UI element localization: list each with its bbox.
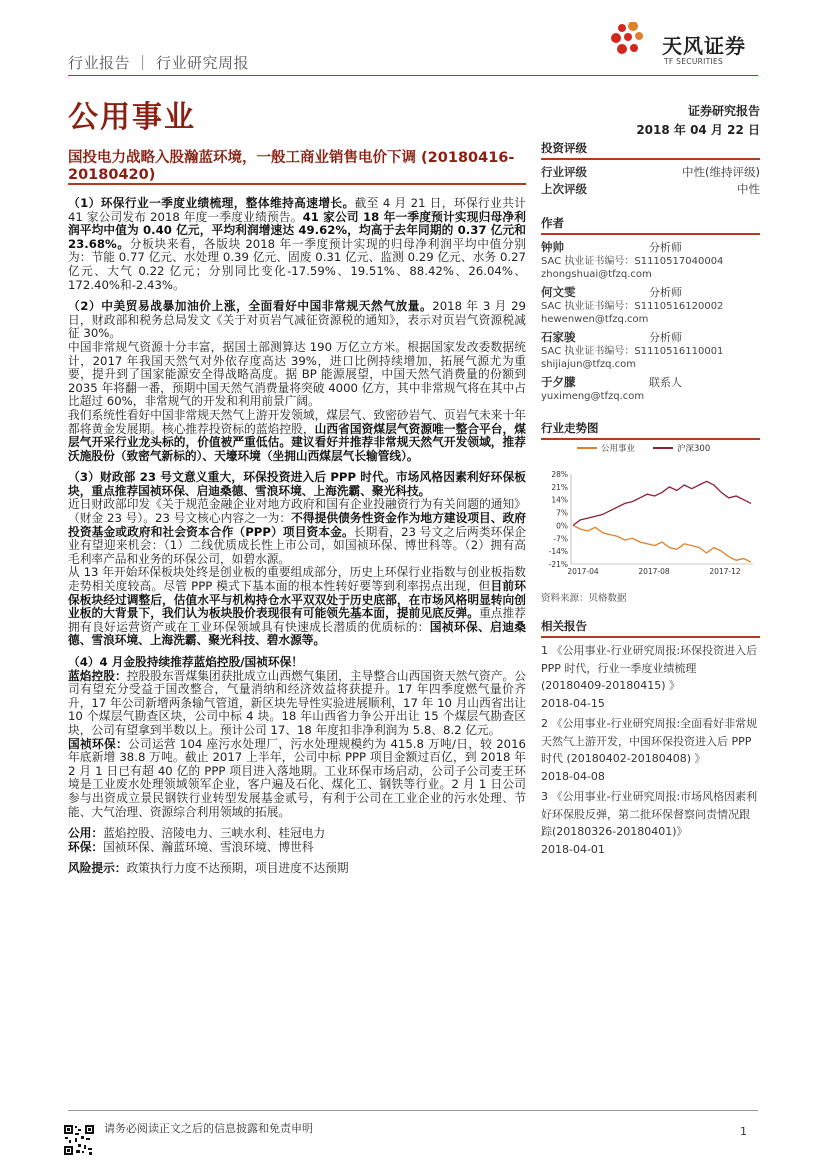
- logo-dot: [630, 44, 638, 52]
- p4-lanyan-label: 蓝焰控股：: [68, 668, 127, 683]
- sector-title: 公用事业: [68, 100, 196, 135]
- report-type: 证券研究报告: [687, 104, 760, 118]
- x-tick-label: 2017-04: [567, 567, 599, 576]
- author-name: 何文雯: [541, 285, 576, 299]
- author-role: 联系人: [649, 376, 682, 389]
- p2-text: 2018 年 3 月 29 日，财政部和税务总局发文《关于对页岩气减征资源税的通知》，表示对页岩气资源税减征 30%。: [68, 299, 526, 341]
- author-role: 分析师: [649, 331, 682, 344]
- legend-label: 公用事业: [601, 444, 636, 454]
- paragraph-3b: [68, 498, 526, 566]
- author-name: 于夕朦: [541, 375, 576, 389]
- related-rule: [541, 636, 760, 638]
- y-tick-label: 7%: [556, 508, 568, 518]
- p3-highlight: 不得提供债务性资金作为地方建设项目、政府投资基金或政府和社会资本合作（PPP）项目资本金。: [68, 511, 526, 539]
- picks-environment-label: 环保：: [68, 839, 104, 854]
- logo-dot: [611, 33, 621, 43]
- paragraph-3c: [68, 566, 526, 648]
- x-tick-label: 2017-12: [709, 567, 741, 576]
- series-line-沪深300: [573, 481, 751, 525]
- logo-dot: [635, 32, 643, 40]
- rating-title: 投资评级: [541, 141, 587, 155]
- rating-value: 中性: [737, 182, 760, 196]
- series-line-公用事业: [573, 525, 751, 562]
- related-section: [541, 618, 760, 858]
- rating-rule: [541, 158, 760, 160]
- y-tick-label: -14%: [548, 547, 568, 557]
- y-tick-label: 14%: [551, 495, 568, 505]
- risk-text: 政策执行力度不达预期，项目进度不达预期: [126, 861, 349, 876]
- title-divider: [68, 183, 526, 185]
- p2-text-3: 我们系统性看好中国非常规天然气上游开发领域，煤层气、致密砂岩气、页岩气未来十年都将黄金发展期。核心推荐投资标的蓝焰控股，: [68, 407, 526, 436]
- p4-guozhen-label: 国祯环保：: [68, 736, 129, 751]
- author-sac: SAC 执业证书编号：S1110516120002: [541, 301, 724, 312]
- p1-text-2: 分板块来看，各版块 2018 年一季度预计实现的归母净利润平均中值分别为：节能 0.77 亿元、水处理 0.39 亿元、固废 0.31 亿元、监测 0.29 亿元、水务 0.27 亿元、大气 0.22 亿元；分别同比变化-17.59%、19.51%、88.42%、26.04%、172.40%和-2.43%。: [68, 236, 526, 292]
- author-entry: [541, 374, 760, 403]
- rating-row: [541, 164, 760, 181]
- related-item-title[interactable]: 3 《公用事业-行业研究周报:市场风格因素利好环保股反弹，第二批环保督察问责情况跟踪(20180326-20180401)》: [541, 790, 758, 838]
- paragraph-4b: [68, 738, 526, 820]
- p1-highlight: 41 家公司 18 年一季度预计实现归母净利润平均中值为 0.40 亿元，平均利润增速达 49.62%，均高于去年同期的 0.37 亿元和 23.68%。: [68, 209, 526, 251]
- trend-title: 行业走势图: [541, 421, 599, 435]
- p1-heading: （1）环保行业一季度业绩梳理，整体维持高速增长。: [68, 196, 355, 210]
- p3-text-3: 从 13 年开始环保板块处终是创业板的重要组成部分，历史上环保行业指数与创业板指数走势相关度较高。尽管 PPP 模式下基本面的根本性转好要等到利率拐点出现，但: [68, 565, 526, 594]
- author-entry: [541, 329, 760, 371]
- header-divider: [68, 75, 758, 76]
- related-item[interactable]: [541, 788, 760, 858]
- paragraph-2: [68, 300, 526, 341]
- author-email[interactable]: yuximeng@tfzq.com: [541, 391, 645, 402]
- logo-dot: [617, 44, 627, 54]
- p3-text: 近日财政部印发《关于规范金融企业对地方政府和国有企业投融资行为有关问题的通知》（财金 23 号）。23 号文核心内容之一为：: [68, 497, 526, 526]
- report-title: 国投电力战略入股瀚蓝环境，一般工商业销售电价下调 (20180416-20180420): [68, 150, 515, 183]
- rating-key: 行业评级: [541, 165, 587, 179]
- paragraph-2b: [68, 341, 526, 409]
- report-category: 行业报告 ｜ 行业研究周报: [68, 54, 250, 72]
- rating-value: 中性(维持评级): [682, 165, 760, 179]
- y-tick-label: 21%: [551, 482, 568, 492]
- p1-text: 截至 4 月 21 日，环保行业共计 41 家公司发布 2018 年度一季度业绩预告。: [68, 196, 526, 224]
- related-item[interactable]: [541, 715, 760, 785]
- picks-environment: [68, 841, 526, 855]
- logo-english: TF SECURITIES: [664, 57, 724, 66]
- related-item-date: 2018-04-01: [541, 842, 605, 856]
- related-item[interactable]: [541, 642, 760, 712]
- author-name: 石家骏: [541, 330, 576, 344]
- author-email[interactable]: zhongshuai@tfzq.com: [541, 269, 652, 280]
- p3-text-2: 长期看，23 号文之后两类环保企业有望迎来机会：（1）二线优质成长性上市公司，如国祯环保、博世科等。（2）拥有高毛利率产品和业务的环保公司，如碧水源。: [68, 524, 526, 566]
- footer-divider: [68, 1110, 758, 1111]
- risk-warning: [68, 862, 526, 876]
- p3-highlight-3: 国祯环保、启迪桑德、雪浪环境、上海洗霸、聚光科技、碧水源等。: [68, 619, 526, 648]
- logo-name: 天风证券: [662, 34, 746, 58]
- related-item-title[interactable]: 1 《公用事业-行业研究周报:环保投资进入后 PPP 时代，行业一季度业绩梳理(20180409-20180415) 》: [541, 644, 758, 692]
- authors-section: [541, 215, 760, 406]
- rating-section: [541, 140, 760, 198]
- author-email[interactable]: shijiajun@tfzq.com: [541, 359, 637, 370]
- paragraph-4: [68, 656, 526, 670]
- p3-highlight-2: 目前环保板块经过调整后，估值水平与机构持仓水平双双处于历史底部，在市场风格明显转向创业板的大背景下，我们认为板块股价表现很有可能领先基本面，提前见底反弹。: [68, 579, 526, 621]
- related-item-date: 2018-04-08: [541, 769, 605, 783]
- y-tick-label: 28%: [551, 470, 568, 479]
- trend-chart: [541, 436, 760, 586]
- p2-heading: （2）中美贸易战暴加油价上涨，全面看好中国非常规天然气放量。: [68, 299, 433, 314]
- p4-heading: （4）4 月金股持续推荐蓝焰控股/国祯环保！: [68, 655, 303, 669]
- related-item-title[interactable]: 2 《公用事业-行业研究周报:全面看好非常规天然气上游开发，中国环保投资进入后 PPP 时代 (20180402-20180408) 》: [541, 717, 758, 765]
- picks-utilities-text: 蓝焰控股、涪陵电力、三峡水利、桂冠电力: [103, 826, 326, 841]
- x-tick-label: 2017-08: [638, 567, 670, 576]
- p2-highlight: 山西省国资煤层气资源唯一整合平台，煤层气开采行业龙头标的，价值被严重低估。建议看好并推荐非常规天然气开发领域，推荐沃施股份（致密气新标的）、天壕环境（坐拥山西煤层气长输管线）。: [68, 421, 526, 463]
- p4-lanyan-text: 控股股东晋煤集团获批成立山西燃气集团，主导整合山西国资天然气资产。公司有望充分受益于国改整合，气量消纳和经济效益将获提升。17 年四季度燃气量价齐升，17 年公司新增两条输气管道，新区块先导性实验进展顺利，17 年 10 月山西省出让 10 个煤层气勘查区块，公司中标 4 块。18 年山西省力争公开出让 15 个煤层气勘查区块，公司有望拿到半数以上。预计公司 17、18 年度扣非净利润为 5.8、8.2 亿元。: [68, 668, 526, 737]
- paragraph-3: [68, 471, 526, 498]
- rating-row: [541, 181, 760, 198]
- p3-text-4: 重点推荐拥有良好运营资产或在工业环保领域具有快速成长潜质的优质标的：: [68, 606, 526, 634]
- logo-dot: [618, 24, 626, 32]
- footer-disclaimer[interactable]: 请务必阅读正文之后的信息披露和免责申明: [104, 1122, 313, 1135]
- related-title: 相关报告: [541, 619, 587, 633]
- report-date: 2018 年 04 月 22 日: [636, 123, 760, 137]
- author-name: 钟帅: [541, 240, 564, 254]
- picks-environment-text: 国祯环保、瀚蓝环境、雪浪环境、博世科: [103, 839, 314, 854]
- authors-title: 作者: [541, 216, 564, 230]
- paragraph-4a: [68, 670, 526, 738]
- y-tick-label: 0%: [556, 521, 568, 531]
- p2-text-2: 中国非常规气资源十分丰富，据国土部测算达 190 万亿立方米。根据国家发改委数据统计，2017 年我国天然气对外依存度高达 39%，进口比例持续增加，拓展气源尤为重要，提升到了国家能源安全得战略高度。据 BP 能源展望，中国天然气消费量的份额到 2035 年将翻一番，预期中国天然气消费量将突破 4000 亿方，其中非常规气将在其中占比超过 60%，非常规气的开发和利用前景广阔。: [68, 339, 526, 409]
- page-number: 1: [740, 1125, 747, 1138]
- author-email[interactable]: hewenwen@tfzq.com: [541, 314, 649, 325]
- y-tick-label: -21%: [548, 560, 568, 569]
- author-role: 分析师: [649, 286, 682, 299]
- paragraph-1: [68, 197, 526, 292]
- legend-label: 沪深300: [677, 444, 711, 454]
- author-entry: [541, 284, 760, 326]
- authors-rule: [541, 233, 760, 235]
- author-sac: SAC 执业证书编号：S1110517040004: [541, 256, 724, 267]
- main-content: [68, 197, 526, 884]
- p4-guozhen-text: 公司运营 104 座污水处理厂，污水处理规模约为 415.8 万吨/日，较 2016 年底新增 38.8 万吨。截止 2017 上半年，公司中标 PPP 项目金额过百亿，到 2018 年 2 月 1 日已有超 40 亿的 PPP 项目进入落地期。工业环保市场启动，公司子公司麦王环境是工业废水处理领域领军企业，客户遍及石化、煤化工、钢铁等行业。2 月 1 日公司参与出资成立景民钢铁行业转型发展基金贰号，有利于公司在工业企业的污水处理、节能、大气治理、资源综合利用领域的拓展。: [68, 736, 526, 819]
- picks-utilities-label: 公用：: [68, 826, 104, 841]
- picks-utilities: [68, 827, 526, 841]
- author-sac: SAC 执业证书编号：S1110516110001: [541, 346, 724, 357]
- author-entry: [541, 239, 760, 281]
- p3-heading: （3）财政部 23 号文意义重大，环保投资进入后 PPP 时代。市场风格因素利好环保板块，重点推荐国祯环保、启迪桑德、雪浪环境、上海洗霸、聚光科技。: [68, 470, 526, 498]
- rating-key: 上次评级: [541, 182, 587, 196]
- logo-dot: [624, 33, 632, 41]
- related-item-date: 2018-04-15: [541, 696, 605, 710]
- author-role: 分析师: [649, 241, 682, 254]
- qr-code-icon: [63, 1124, 95, 1156]
- chart-source: 资料来源：贝格数据: [541, 593, 627, 604]
- paragraph-2c: [68, 409, 526, 463]
- risk-label: 风险提示：: [68, 861, 127, 876]
- logo-dot: [628, 22, 638, 31]
- y-tick-label: -7%: [553, 534, 568, 544]
